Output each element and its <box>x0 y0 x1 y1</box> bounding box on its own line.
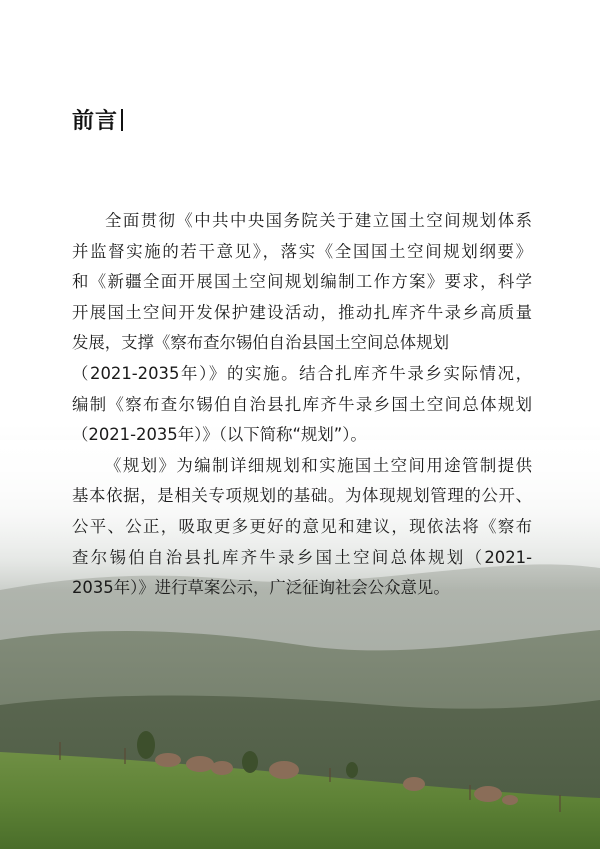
page-title <box>72 104 123 135</box>
paragraph-1-line: 开展国土空间开发保护建设活动，推动扎库齐牛录乡高质量 <box>72 302 532 322</box>
paragraph-2-line: 基本依据，是相关专项规划的基础。为体现规划管理的公开、 <box>72 486 532 506</box>
paragraph-1-line: （2021-2035年）》的实施。结合扎库齐牛录乡实际情况， <box>72 363 532 383</box>
paragraph-2-line: 公平、公正，吸取更多更好的意见和建议，现依法将《察布 <box>72 516 532 536</box>
preface-body <box>72 206 532 604</box>
paragraph-2-line: 2035年）》进行草案公示，广泛征询社会公众意见。 <box>72 578 450 598</box>
paragraph-1-line: （2021-2035年）》（以下简称“规划”）。 <box>72 425 367 445</box>
paragraph-1-line: 全面贯彻《中共中央国务院关于建立国土空间规划体系 <box>105 211 532 230</box>
paragraph-2-line: 《规划》为编制详细规划和实施国土空间用途管制提供 <box>105 455 532 475</box>
page-title-text: 前言 <box>72 109 119 134</box>
paragraph-1-line: 编制《察布查尔锡伯自治县扎库齐牛录乡国土空间总体规划 <box>72 394 532 414</box>
title-bar-mark <box>121 109 123 131</box>
paragraph-2-line: 查尔锡伯自治县扎库齐牛录乡国土空间总体规划（2021- <box>72 547 532 567</box>
paragraph-1-line: 和《新疆全面开展国土空间规划编制工作方案》要求，科学 <box>72 272 532 292</box>
paragraph-1-line: 发展，支撑《察布查尔锡伯自治县国土空间总体规划 <box>72 333 449 353</box>
paragraph-1-line: 并监督实施的若干意见》，落实《全国国土空间规划纲要》 <box>72 241 532 261</box>
